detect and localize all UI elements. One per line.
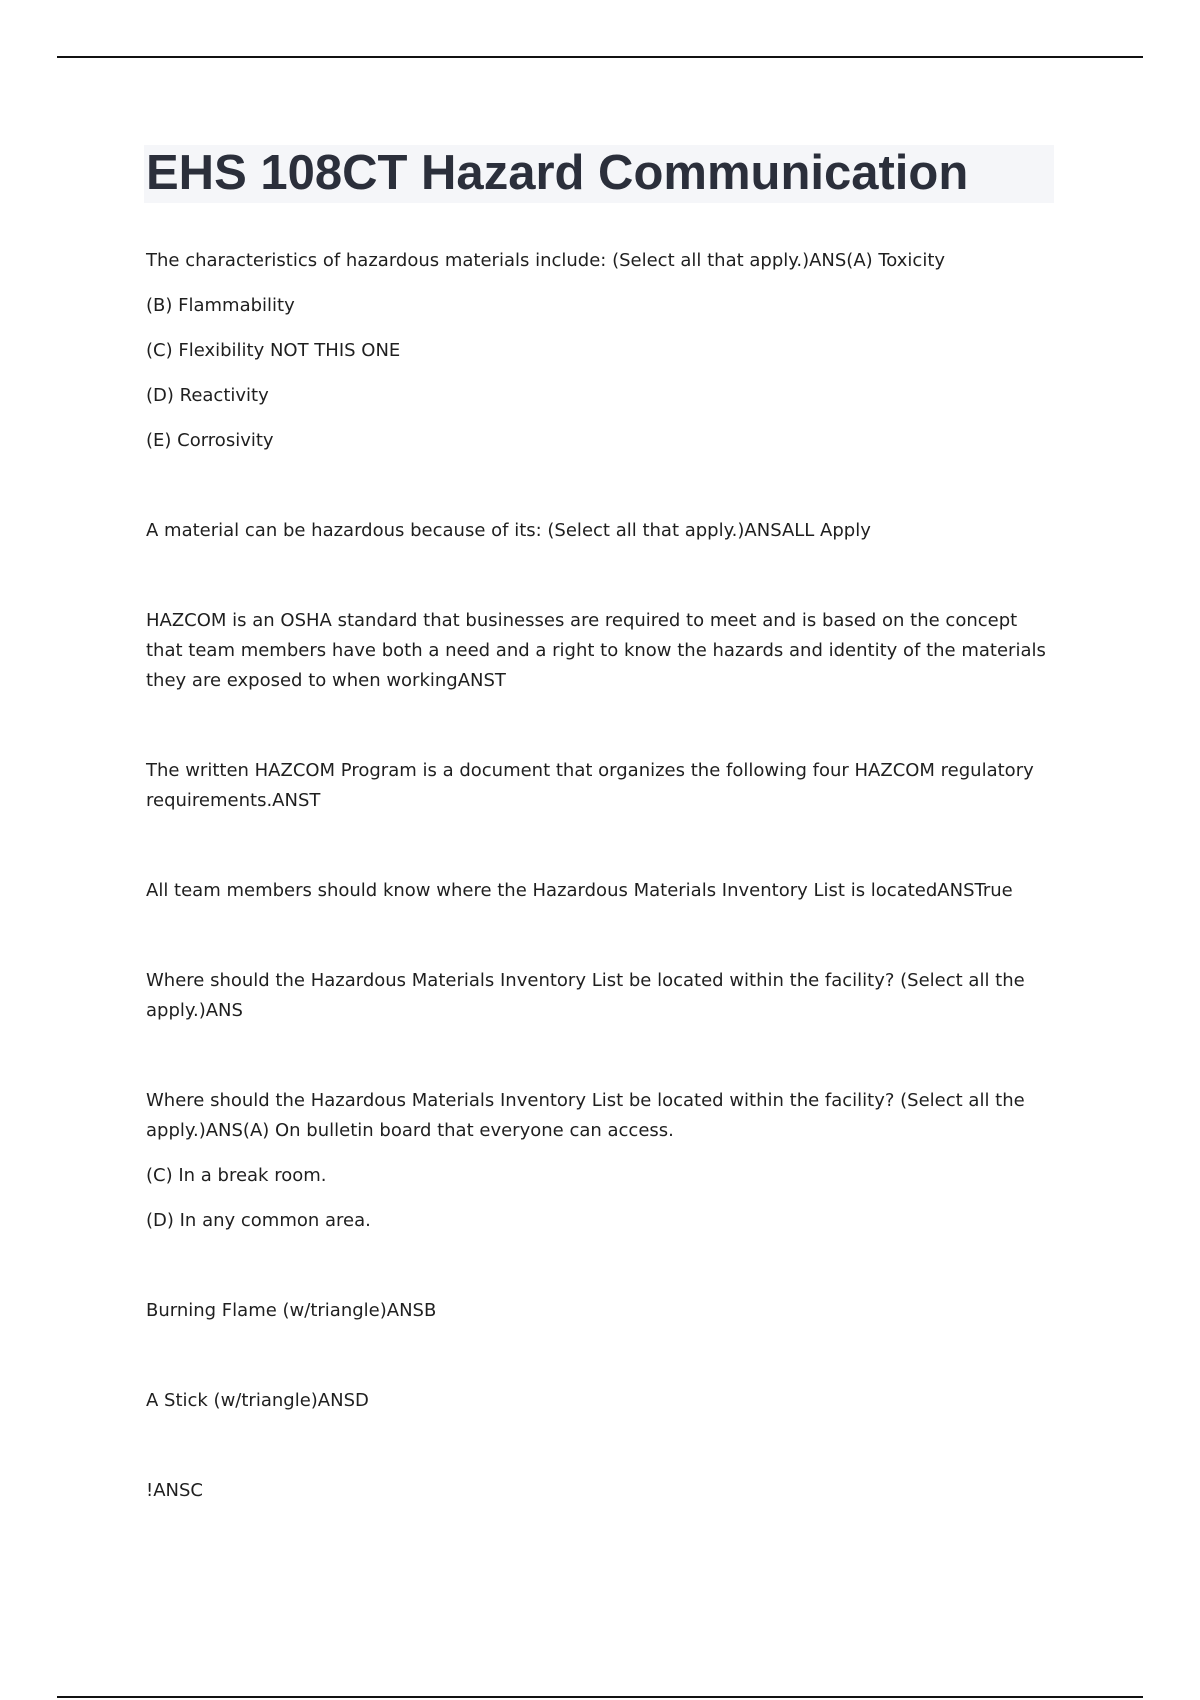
option-c-break-room: (C) In a break room. xyxy=(146,1165,327,1186)
question-1: The characteristics of hazardous materials include: (Select all that apply.)ANS(A) Toxicity xyxy=(146,250,946,271)
question-6: Where should the Hazardous Materials Inventory List be located within the facility? (Select all the apply.)ANS xyxy=(146,970,1025,1021)
document-body xyxy=(146,246,1056,1506)
question-3: HAZCOM is an OSHA standard that businesses are required to meet and is based on the concept that team members have both a need and a right to know the hazards and identity of the materials they are exposed to when workingANST xyxy=(146,610,1046,691)
header-rule xyxy=(57,56,1143,58)
document-title: EHS 108CT Hazard Communication xyxy=(146,146,969,200)
question-4: The written HAZCOM Program is a document that organizes the following four HAZCOM regulatory requirements.ANST xyxy=(146,760,1034,811)
question-8: Burning Flame (w/triangle)ANSB xyxy=(146,1300,437,1321)
footer-rule xyxy=(57,1696,1143,1698)
question-2: A material can be hazardous because of its: (Select all that apply.)ANSALL Apply xyxy=(146,520,871,541)
option-c: (C) Flexibility NOT THIS ONE xyxy=(146,340,401,361)
option-e: (E) Corrosivity xyxy=(146,430,274,451)
option-b: (B) Flammability xyxy=(146,295,295,316)
question-9: A Stick (w/triangle)ANSD xyxy=(146,1390,369,1411)
option-d-common-area: (D) In any common area. xyxy=(146,1210,371,1231)
question-7: Where should the Hazardous Materials Inventory List be located within the facility? (Select all the apply.)ANS(A) On bulletin board that everyone can access. xyxy=(146,1090,1025,1141)
question-10: !ANSC xyxy=(146,1480,203,1501)
option-d: (D) Reactivity xyxy=(146,385,269,406)
question-5: All team members should know where the Hazardous Materials Inventory List is locatedANSTrue xyxy=(146,880,1013,901)
